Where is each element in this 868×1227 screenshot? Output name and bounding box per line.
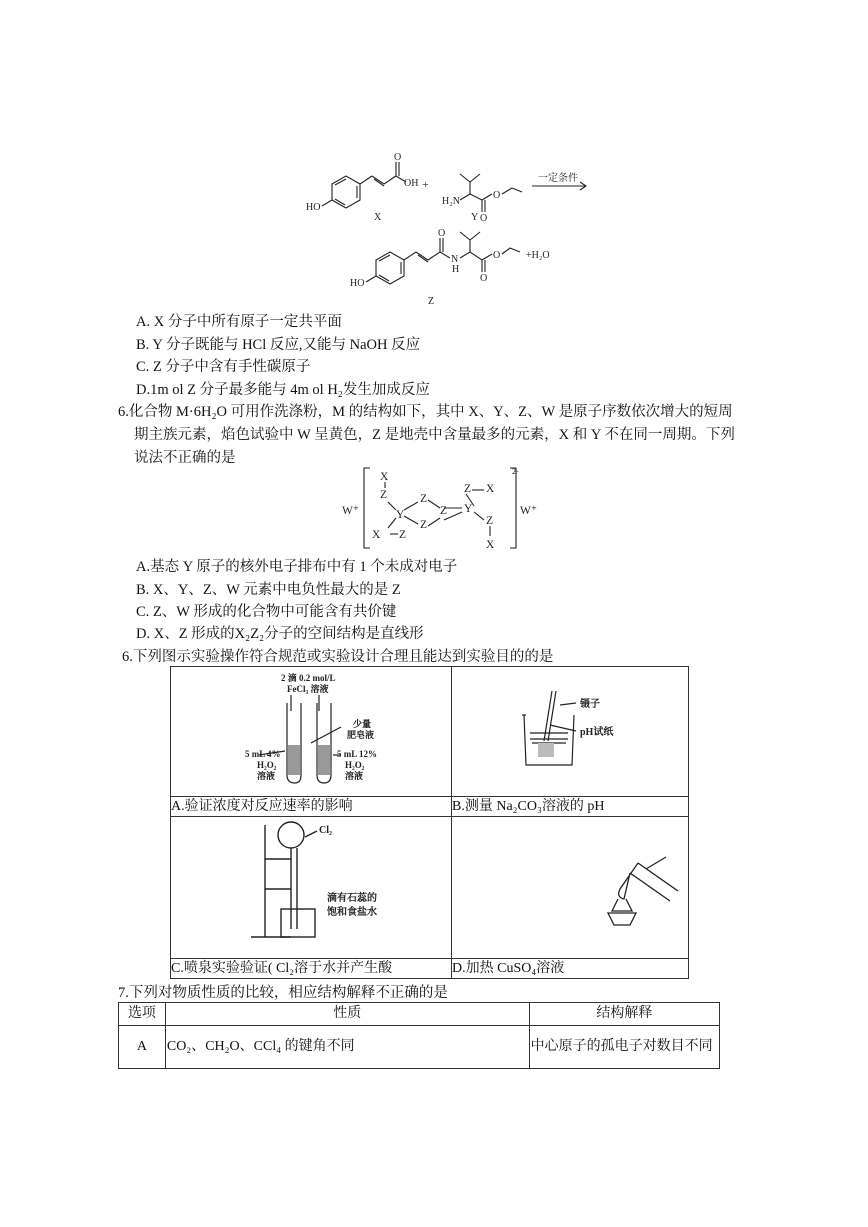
cell-c-image (171, 817, 452, 959)
o-label: O (438, 228, 446, 239)
h2n-label: H₂N (442, 196, 460, 207)
q6a-option-a: A.基态 Y 原子的核外电子排布中有 1 个未成对电子 (136, 559, 458, 575)
x-atom: X (486, 483, 495, 495)
plus-sign: + (422, 177, 429, 191)
water-label: +H₂O (526, 250, 550, 261)
y-atom: Y (396, 509, 405, 521)
w-ion-right: W⁺ (520, 505, 537, 517)
table-header: 性质 (165, 1003, 529, 1026)
table-row (119, 1026, 720, 1069)
cell-a-soap-2: 肥皂液 (347, 730, 375, 740)
q5-option-d: D.1m ol Z 分子最多能与 4m ol H₂发生加成反应 (136, 382, 430, 398)
ho-label: HO (350, 278, 365, 289)
x-atom: X (380, 471, 389, 483)
q6a-option-c: C. Z、W 形成的化合物中可能含有共价键 (136, 604, 397, 620)
cell-a-soap-1: 少量 (353, 719, 372, 729)
cell-d-caption: D.加热 CuSO₄溶液 (452, 959, 689, 979)
cell-b-label-1: 镊子 (580, 699, 600, 710)
q6a-structure-diagram (340, 462, 540, 554)
w-ion-left: W⁺ (342, 505, 359, 517)
o-label: O (480, 213, 488, 224)
oh-label: OH (404, 178, 419, 189)
cell-a-left-3: 溶液 (257, 771, 276, 781)
z-atom: Z (486, 515, 494, 527)
cell-a-image (171, 667, 452, 797)
y-label: Y (471, 212, 479, 223)
z-atom: Z (399, 529, 407, 541)
o-label: O (480, 273, 488, 284)
z-atom: Z (420, 519, 428, 531)
charge-label: 2- (512, 467, 519, 476)
y-atom: Y (464, 503, 473, 515)
arrow-condition-label: 一定条件 (538, 173, 578, 184)
z-atom: Z (464, 483, 472, 495)
cell-c-label-1: 滴有石蕊的 (327, 893, 377, 904)
row-property: CO₂、CH₂O、CCl₄ 的键角不同 (165, 1026, 529, 1069)
z-label: Z (428, 296, 435, 307)
cell-b-label-2: pH试纸 (580, 727, 614, 738)
z-atom: Z (440, 505, 448, 517)
q5-option-a: A. X 分子中所有原子一定共平面 (136, 314, 342, 330)
o-label: O (394, 152, 402, 163)
table-header: 选项 (119, 1003, 166, 1026)
q5-option-c: C. Z 分子中含有手性碳原子 (136, 359, 311, 375)
q5-reaction-scheme (300, 148, 600, 314)
q6a-option-b: B. X、Y、Z、W 元素中电负性最大的是 Z (136, 582, 401, 598)
q5-option-b: B. Y 分子既能与 HCl 反应,又能与 NaOH 反应 (136, 337, 421, 353)
n-label: N (451, 254, 459, 265)
o-label: O (493, 250, 501, 261)
cell-b-caption: B.测量 Na₂CO₃溶液的 pH (452, 797, 689, 817)
cell-c-gas-label: Cl₂ (319, 825, 332, 836)
cell-a-caption: A.验证浓度对反应速率的影响 (171, 797, 452, 817)
cell-a-top-label-2: FeCl₃ 溶液 (287, 684, 329, 694)
cell-a-right-3: 溶液 (345, 771, 364, 781)
cell-a-right-1: 5 mL 12% (337, 749, 378, 759)
x-atom: X (372, 529, 381, 541)
cell-c-caption: C.喷泉实验验证( Cl₂溶于水并产生酸 (171, 959, 452, 979)
cell-a-left-1: 5 mL 4% (245, 749, 281, 759)
cell-c-label-2: 饱和食盐水 (327, 907, 377, 918)
q6b-stem: 6.下列图示实验操作符合规范或实验设计合理且能达到实验目的的是 (122, 649, 554, 665)
q6a-stem-line-3: 说法不正确的是 (134, 450, 236, 466)
o-label: O (493, 190, 501, 201)
experiment-grid (170, 666, 689, 979)
cell-d-image (452, 817, 689, 959)
q7-table (118, 1002, 720, 1069)
table-header-row (119, 1003, 720, 1026)
z-atom: Z (420, 493, 428, 505)
z-atom: Z (380, 489, 388, 501)
cell-a-right-2: H₂O₂ (345, 760, 365, 770)
x-atom: X (486, 539, 495, 551)
table-header: 结构解释 (529, 1003, 719, 1026)
cell-a-top-label-1: 2 滴 0.2 mol/L (281, 673, 336, 683)
q7-stem: 7.下列对物质性质的比较，相应结构解释不正确的是 (118, 985, 448, 1001)
q6a-stem-line-1: 6.化合物 M·6H₂O 可用作洗涤粉，M 的结构如下，其中 X、Y、Z、W 是原子序数依次增大的短周 (118, 404, 733, 420)
row-explanation: 中心原子的孤电子对数目不同 (529, 1026, 719, 1069)
cell-a-left-2: H₂O₂ (257, 760, 277, 770)
q6a-stem-line-2: 期主族元素，焰色试验中 W 呈黄色，Z 是地壳中含量最多的元素，X 和 Y 不在同一周期。下列 (134, 427, 735, 443)
h-label: H (452, 264, 460, 275)
ho-label: HO (306, 202, 321, 213)
q6a-option-d: D. X、Z 形成的X₂Z₂分子的空间结构是直线形 (136, 626, 424, 642)
cell-b-image (452, 667, 689, 797)
x-label: X (374, 212, 382, 223)
row-option: A (119, 1026, 166, 1069)
